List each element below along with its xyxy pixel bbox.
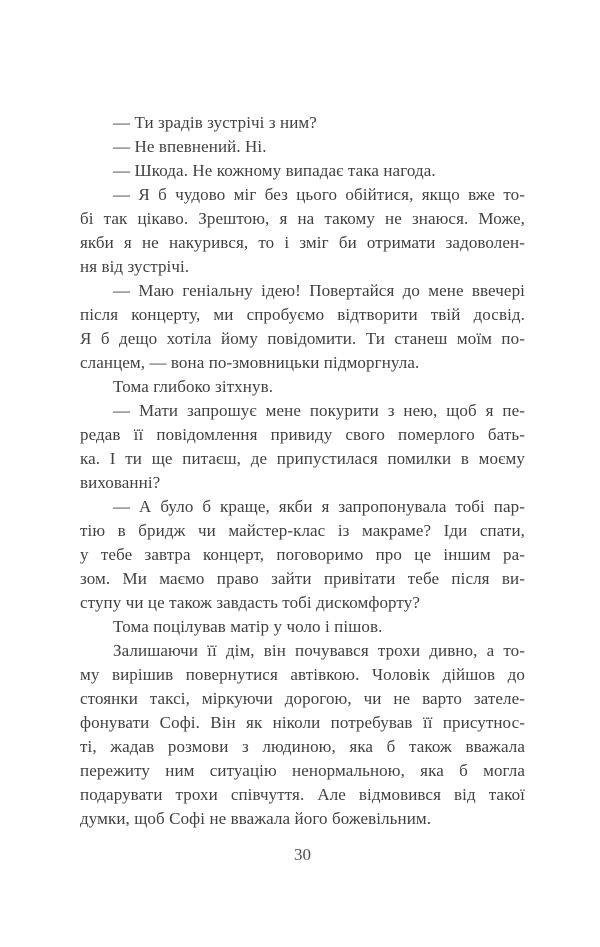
text-line: фонувати Софі. Він як ніколи потребував її присутнос- xyxy=(80,713,525,732)
text-line: бі так цікаво. Зрештою, я на такому не знаюся. Може, xyxy=(80,209,525,228)
text-line: після концерту, ми спробуємо відтворити твій досвід. xyxy=(80,305,525,324)
text-line: — Шкода. Не кожному випадає така нагода. xyxy=(113,161,436,180)
text-line: Залишаючи її дім, він почувався трохи дивно, а то- xyxy=(113,641,525,660)
page-number: 30 xyxy=(294,845,311,864)
text-line: ня від зустрічі. xyxy=(80,257,190,276)
text-line: — А було б краще, якби я запропонувала тобі пар- xyxy=(113,497,525,516)
text-line: ті, жадав розмови з людиною, яка б також вважала xyxy=(80,737,525,756)
text-line: сланцем, — вона по-змовницьки підморгнула. xyxy=(80,353,420,372)
text-line: у тебе завтра концерт, поговоримо про це іншим ра- xyxy=(80,545,525,564)
text-line: Тома глибоко зітхнув. xyxy=(113,377,274,396)
text-line: — Маю геніальну ідею! Повертайся до мене ввечері xyxy=(113,281,525,300)
text-line: якби я не накурився, то і зміг би отримати задоволен- xyxy=(80,233,525,252)
text-line: пережиту ним ситуацію ненормальною, яка б могла xyxy=(80,761,525,780)
text-line: вихованні? xyxy=(80,473,161,492)
text-line: редав її повідомлення привиду свого померлого бать- xyxy=(80,425,525,444)
text-line: — Мати запрошує мене покурити з нею, щоб я пе- xyxy=(113,401,525,420)
text-line: ступу чи це також завдасть тобі дискомфорту? xyxy=(80,593,420,612)
text-line: зом. Ми маємо право зайти привітати тебе після ви- xyxy=(80,569,525,588)
text-line: — Я б чудово міг без цього обійтися, якщо вже то- xyxy=(113,185,525,204)
text-line: Я б дещо хотіла йому повідомити. Ти станеш моїм по- xyxy=(80,329,525,348)
text-line: му вирішив повернутися автівкою. Чоловік дійшов до xyxy=(80,665,525,684)
text-line: подарувати трохи співчуття. Але відмовився від такої xyxy=(80,785,525,804)
text-line: — Ти зрадів зустрічі з ним? xyxy=(113,113,317,132)
page-text xyxy=(80,111,525,831)
text-line: Тома поцілував матір у чоло і пішов. xyxy=(113,617,383,636)
text-line: стоянки таксі, міркуючи дорогою, чи не варто зателе- xyxy=(80,689,525,708)
text-line: думки, щоб Софі не вважала його божевільним. xyxy=(80,809,432,828)
text-line: тію в бридж чи майстер-клас із макраме? Іди спати, xyxy=(80,521,525,540)
text-line: — Не впевнений. Ні. xyxy=(113,137,267,156)
text-line: ка. І ти ще питаєш, де припустилася помилки в моєму xyxy=(80,449,525,468)
